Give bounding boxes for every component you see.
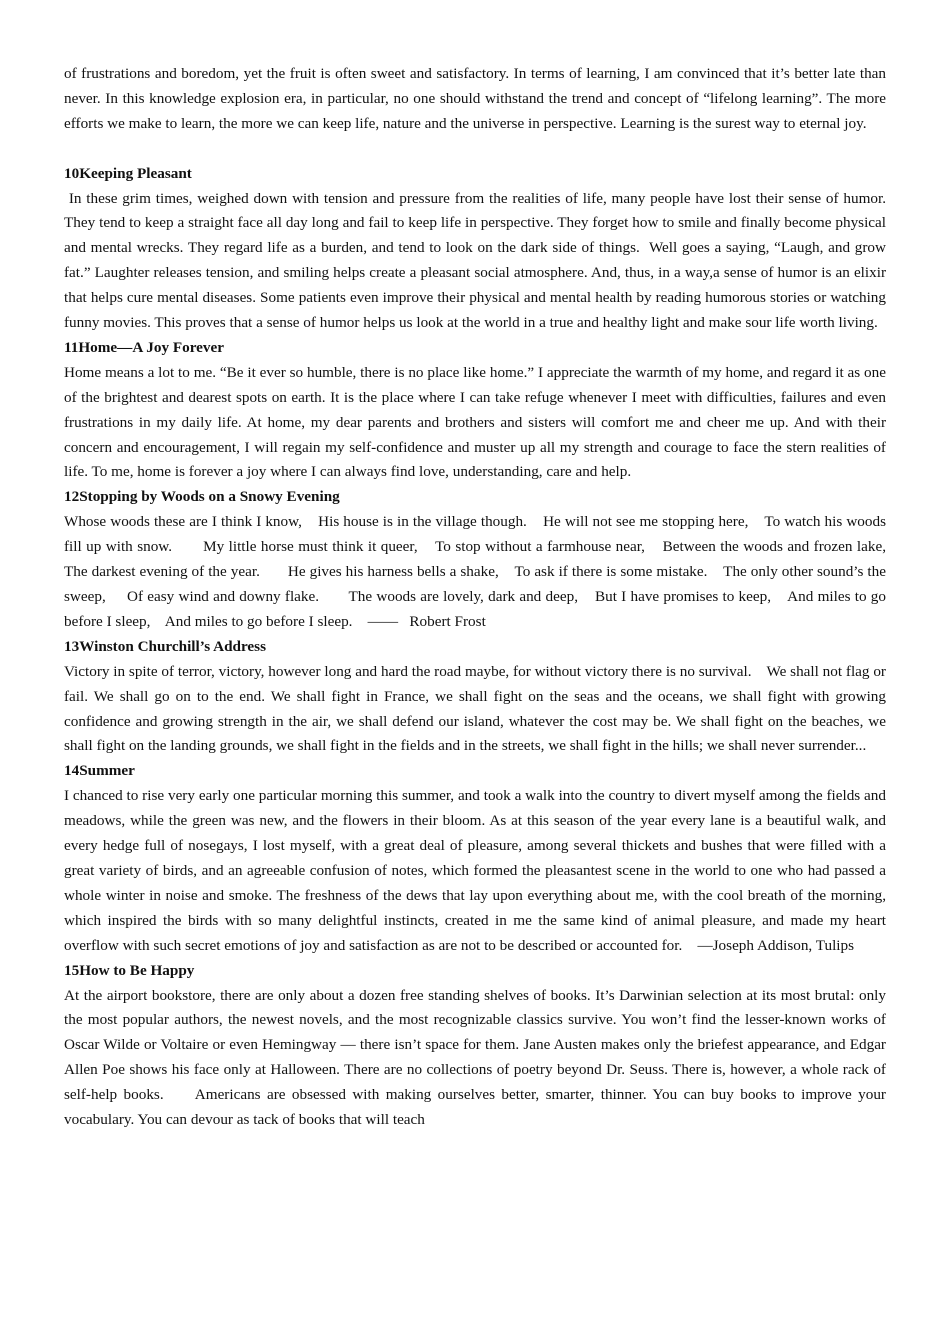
section-body-stopping-by-woods: Whose woods these are I think I know, His house is in the village though. He will not see me stopping here, To watch his woods fill up with snow. My little horse must think it queer, To stop without a farmhouse near, Between the woods and frozen lake, The darkest evening of the year. He gives his harness bells a shake, To ask if there is some mistake. The only other sound’s the sweep, Of easy wind and downy flake. The woods are lovely, dark and deep, But I have promises to keep, And miles to go before I sleep, And miles to go before I sleep. —— Robert Frost <box>64 513 902 630</box>
section-title-home: 11Home—A Joy Forever <box>64 338 224 356</box>
section-title-summer: 14Summer <box>64 762 135 780</box>
section-body-how-to-be-happy: At the airport bookstore, there are only about a dozen free standing shelves of books. It’s Darwinian selection at its most brutal: only the most popular authors, the newest novels, and the most recognizable classics survive. You won’t find the lesser-known works of Oscar Wilde or Voltaire or even Hemingway — there isn’t space for them. Jane Austen makes only the briefest appearance, and Edgar Allen Poe shows his face only at Halloween. There are no collections of poetry beyond Dr. Seuss. There is, however, a whole rack of self-help books. Americans are obsessed with making ourselves better, smarter, thinner. You can buy books to improve your vocabulary. You can devour as tack of books that will teach <box>64 986 890 1129</box>
section-title-churchill-address: 13Winston Churchill’s Address <box>64 637 266 655</box>
section-body-home: Home means a lot to me. “Be it ever so humble, there is no place like home.” I appreciate the warmth of my home, and regard it as one of the brightest and dearest spots on earth. It is the place where I can take refuge whenever I meet with difficulties, failures and even frustrations in my daily life. At home, my dear parents and brothers and sisters will comfort me and cheer me up. And with their concern and encouragement, I will regain my self-confidence and muster up all my strength and courage to face the stern realities of life. To me, home is forever a joy where I can always find love, understanding, care and help. <box>64 363 890 481</box>
section-body-keeping-pleasant: In these grim times, weighed down with tension and pressure from the realities of life, many people have lost their sense of humor. They tend to keep a straight face all day long and fail to keep life in perspective. They forget how to smile and finally become physical and mental wrecks. They regard life as a burden, and tend to look on the dark side of things. Well goes a saying, “Laugh, and grow fat.” Laughter releases tension, and smiling helps create a pleasant social atmosphere. And, thus, in a way,a sense of humor is an elixir that helps cure mental diseases. Some patients even improve their physical and mental health by reading humorous stories or watching funny movies. This proves that a sense of humor helps us look at the world in a true and healthy light and make sour life worth living. <box>64 189 890 332</box>
section-title-stopping-by-woods: 12Stopping by Woods on a Snowy Evening <box>64 488 340 506</box>
section-body-churchill-address: Victory in spite of terror, victory, however long and hard the road maybe, for without victory there is no survival. We shall not flag or fail. We shall go on to the end. We shall fight in France, we shall fight on the seas and the oceans, we shall fight with growing confidence and growing strength in the air, we shall defend our island, whatever the cost may be. We shall fight on the beaches, we shall fight on the landing grounds, we shall fight in the fields and in the streets, we shall fight in the hills; we shall never surrender... <box>64 662 890 755</box>
section-body-summer: I chanced to rise very early one particular morning this summer, and took a walk into the country to divert myself among the fields and meadows, while the green was new, and the flowers in their bloom. As at this season of the year every lane is a beautiful walk, and every hedge full of nosegays, I lost myself, with a great deal of pleasure, among several thickets and bushes that were filled with a great variety of birds, and an agreeable confusion of notes, which formed the pleasantest scene in the world to one who had passed a whole winter in noise and smoke. The freshness of the dews that lay upon everything about me, with the cool breath of the morning, which inspired the birds with so many delightful instincts, created in me the same kind of animal pleasure, and made my heart overflow with such secret emotions of joy and satisfaction as are not to be described or accounted for. —Joseph Addison, Tulips <box>64 787 890 954</box>
paragraph-gap <box>64 137 886 162</box>
intro-paragraph: of frustrations and boredom, yet the fruit is often sweet and satisfactory. In terms of learning, I am convinced that it’s better late than never. In this knowledge explosion era, in particular, no one should withstand the trend and concept of “lifelong learning”. The more efforts we make to learn, the more we can keep life, nature and the universe in perspective. Learning is the surest way to eternal joy. <box>64 65 890 132</box>
section-title-keeping-pleasant: 10Keeping Pleasant <box>64 164 192 182</box>
section-title-how-to-be-happy: 15How to Be Happy <box>64 961 195 979</box>
